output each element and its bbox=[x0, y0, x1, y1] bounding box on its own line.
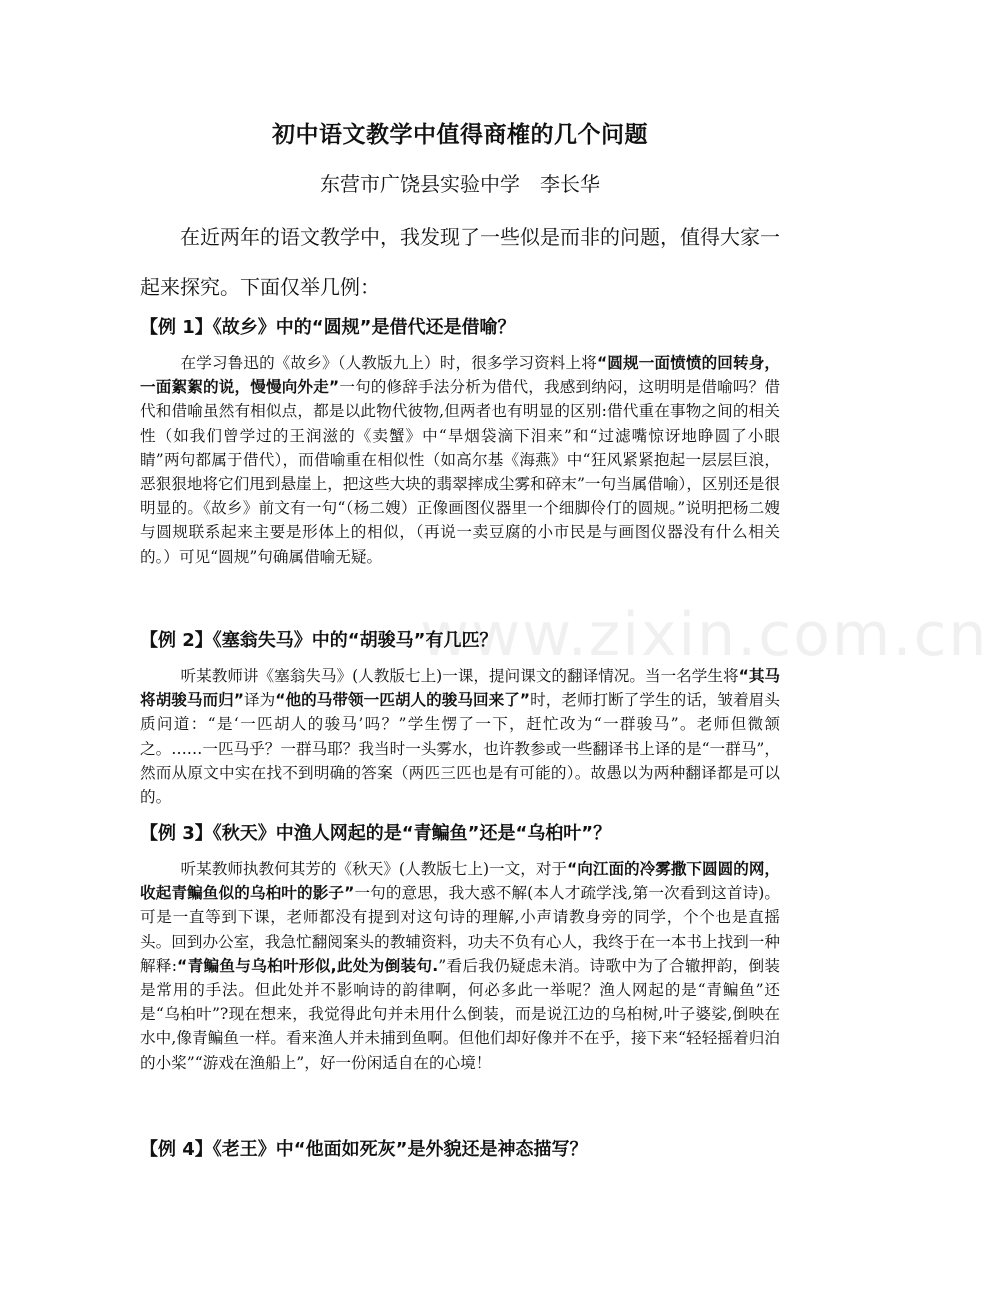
example-1-text: 在学习鲁迅的《故乡》（人教版九上）时，很多学习资料上将 bbox=[180, 354, 597, 372]
example-2-text: 听某教师讲《塞翁失马》(人教版七上)一课，提问课文的翻译情况。当一名学生将 bbox=[180, 667, 739, 685]
example-2-text: 时，老师打断了学生的话，皱着眉头质问道：“是‘一匹胡人的骏马’吗？”学生愣了一下，赶忙改为“一群骏马”。老师但微颔之。……一匹马乎？一群马耶？我当时一头雾水，也许教参或一些翻译书上译的是“一群马”，然而从原文中实在找不到明确的答案（两匹三匹也是有可能的）。故愚以为两种翻译都是可以的。 bbox=[140, 691, 780, 807]
example-4-heading: 【例 4】《老王》中“他面如死灰”是外貌还是神态描写？ bbox=[140, 1139, 588, 1160]
watermark: www.zixin.com.cn bbox=[420, 600, 988, 670]
example-3-paragraph bbox=[140, 857, 780, 1075]
intro-paragraph: 在近两年的语文教学中，我发现了一些似是而非的问题，值得大家一起来探究。下面仅举几例： bbox=[140, 225, 780, 299]
example-1-heading: 【例 1】《故乡》中的“圆规”是借代还是借喻？ bbox=[140, 317, 516, 338]
example-2-text: 译为 bbox=[243, 691, 276, 710]
example-3-quote: “青鳊鱼与乌桕叶形似,此处为倒装句. bbox=[177, 956, 439, 975]
example-1-paragraph bbox=[140, 351, 780, 569]
document-title: 初中语文教学中值得商榷的几个问题 bbox=[272, 122, 648, 148]
example-3-text: ”看后我仍疑虑未消。诗歌中为了合辙押韵，倒装是常用的手法。但此处并不影响诗的韵律啊，何必多此一举呢？渔人网起的是“青鳊鱼”还是“乌桕叶”?现在想来，我觉得此句并未用什么倒装，而是说江边的乌桕树,叶子婆娑,倒映在水中,像青鳊鱼一样。看来渔人并未捕到鱼啊。但他们却好像并不在乎，接下来“轻轻摇着归泊的小桨”“游戏在渔船上”，好一份闲适自在的心境！ bbox=[140, 956, 780, 1072]
example-2-heading: 【例 2】《塞翁失马》中的“胡骏马”有几匹？ bbox=[140, 630, 498, 651]
example-3-text: 听某教师执教何其芳的《秋天》(人教版七上)一文，对于 bbox=[180, 860, 568, 878]
example-1-text: 一句的修辞手法分析为借代，我感到纳闷，这明明是借喻吗？借代和借喻虽然有相似点，都是以此物代彼物,但两者也有明显的区别:借代重在事物之间的相关性（如我们曾学过的王润滋的《卖蟹》中“旱烟袋滴下泪来”和“过滤嘴惊讶地睁圆了小眼睛”两句都属于借代），而借喻重在相似性（如高尔基《海燕》中“狂风紧紧抱起一层层巨浪，恶狠狠地将它们甩到悬崖上，把这些大块的翡翠摔成尘雾和碎末”一句当属借喻），区别还是很明显的。《故乡》前文有一句“（杨二嫂）正像画图仪器里一个细脚伶仃的圆规。”说明把杨二嫂与圆规联系起来主要是形体上的相似，（再说一卖豆腐的小市民是与画图仪器没有什么相关的。）可见“圆规”句确属借喻无疑。 bbox=[140, 378, 780, 566]
example-1-quote: “圆规一面愤愤的回转身，一面絮絮的说，慢慢向外走” bbox=[140, 354, 781, 397]
example-2-paragraph bbox=[140, 664, 780, 809]
example-3-text: 一句的意思，我大惑不解(本人才疏学浅,第一次看到这首诗)。可是一直等到下课，老师都没有提到对这句诗的理解,小声请教身旁的同学，个个也是直摇头。回到办公室，我急忙翻阅案头的教辅资料，功夫不负有心人，我终于在一本书上找到一种解释: bbox=[140, 884, 781, 975]
example-3-heading: 【例 3】《秋天》中渔人网起的是“青鳊鱼”还是“乌桕叶”？ bbox=[140, 823, 612, 844]
example-2-quote: “他的马带领一匹胡人的骏马回来了” bbox=[275, 691, 531, 710]
example-2-quote: “其马将胡骏马而归” bbox=[140, 667, 781, 710]
example-3-quote: “向江面的冷雾撒下圆圆的网，收起青鳊鱼似的乌桕叶的影子” bbox=[140, 860, 781, 903]
document-author: 东营市广饶县实验中学 李长华 bbox=[320, 172, 600, 196]
